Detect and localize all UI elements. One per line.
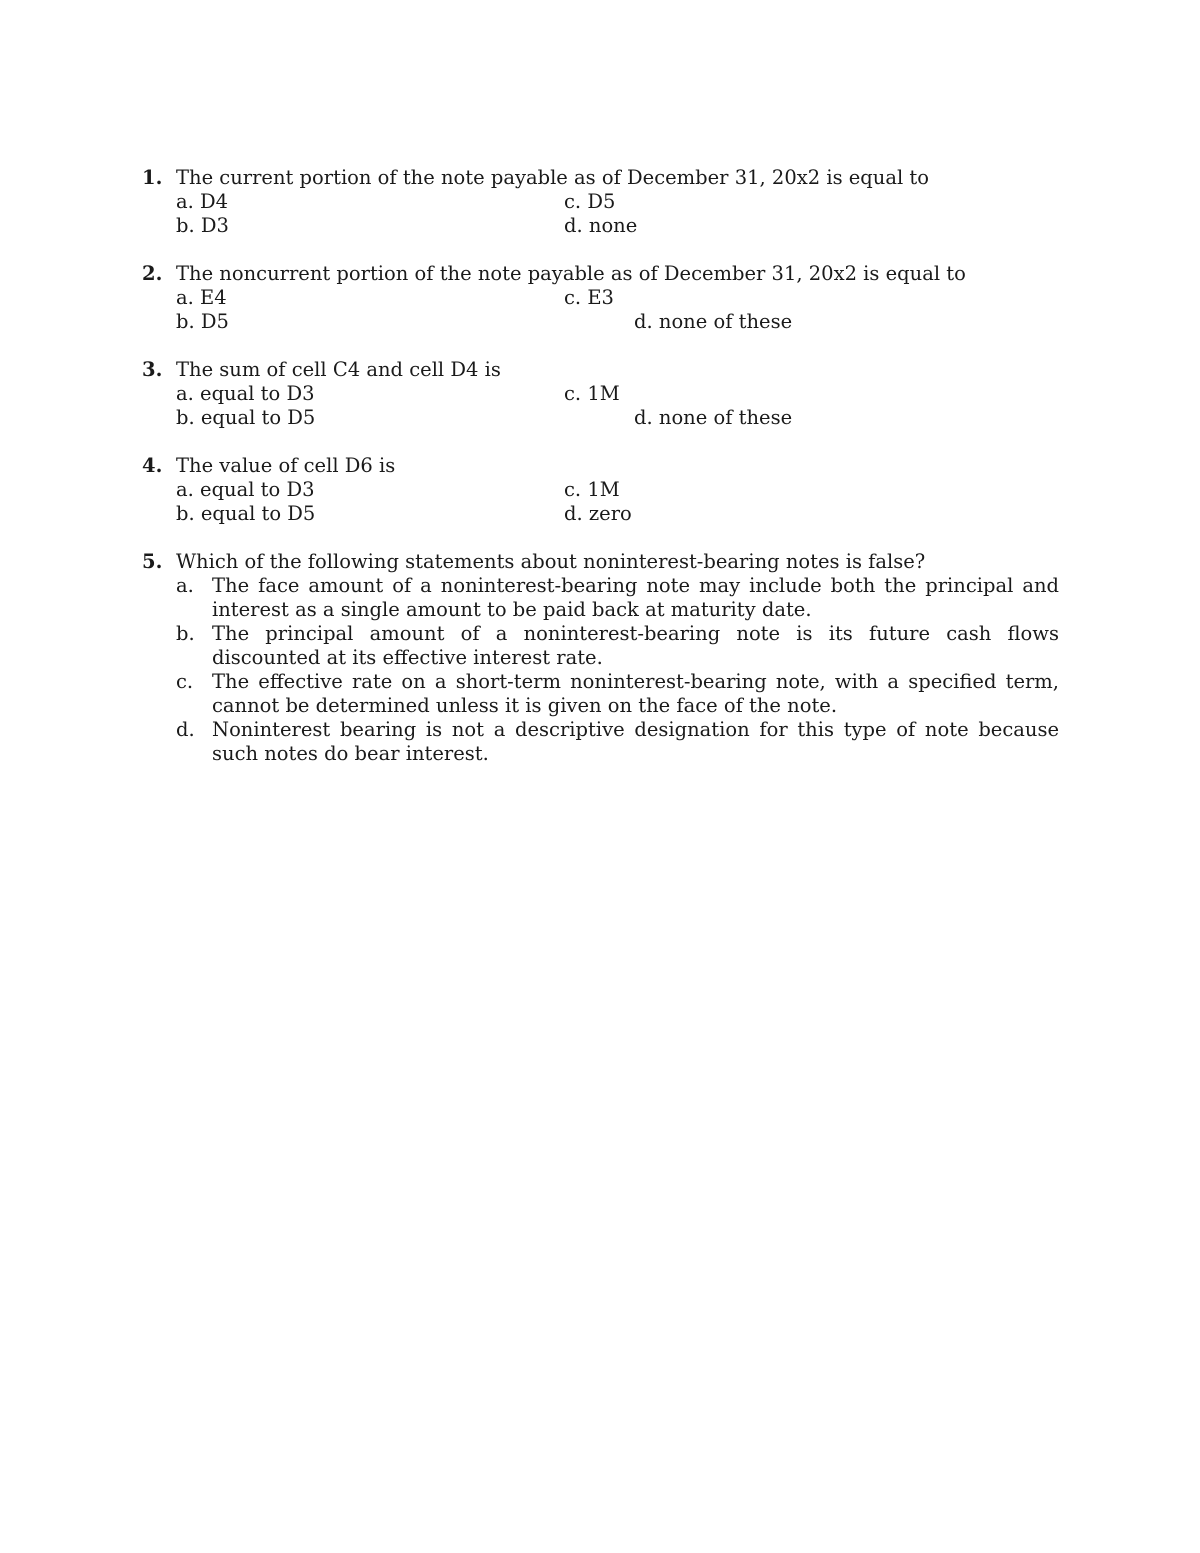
option-b: b. equal to D5 <box>176 502 316 525</box>
option-d: d. none of these <box>634 406 793 429</box>
option-c <box>176 670 1059 718</box>
question-stem: The sum of cell C4 and cell D4 is <box>176 358 501 381</box>
option-d: d. none of these <box>634 310 793 333</box>
option-c: c. 1M <box>564 382 620 405</box>
option-text: The face amount of a noninterest-bearing note may include both the principal and interest as a single amount to be paid back at maturity date. <box>212 574 1059 621</box>
option-letter: d. <box>176 718 195 741</box>
question-number: 1. <box>142 166 163 189</box>
question-4 <box>142 454 1062 526</box>
question-number: 4. <box>142 454 163 477</box>
question-5 <box>142 550 1062 766</box>
option-b <box>176 622 1059 670</box>
question-3 <box>142 358 1062 430</box>
question-1 <box>142 166 1062 238</box>
question-number: 2. <box>142 262 163 285</box>
option-b: b. D3 <box>176 214 229 237</box>
option-c: c. E3 <box>564 286 614 309</box>
option-letter: a. <box>176 574 194 597</box>
option-a: a. equal to D3 <box>176 382 315 405</box>
option-list <box>142 574 1062 766</box>
option-letter: b. <box>176 622 195 645</box>
option-d: d. zero <box>564 502 632 525</box>
question-stem: The current portion of the note payable as of December 31, 20x2 is equal to <box>176 166 929 189</box>
option-b: b. D5 <box>176 310 229 333</box>
option-b: b. equal to D5 <box>176 406 316 429</box>
option-text: The principal amount of a noninterest-bearing note is its future cash flows discounted at its effective interest rate. <box>212 622 1059 669</box>
question-stem: Which of the following statements about noninterest-bearing notes is false? <box>176 550 926 573</box>
option-text: Noninterest bearing is not a descriptive designation for this type of note because such notes do bear interest. <box>212 718 1059 765</box>
option-text: The effective rate on a short-term noninterest-bearing note, with a specified term, cannot be determined unless it is given on the face of the note. <box>212 670 1059 717</box>
option-letter: c. <box>176 670 194 693</box>
question-number: 5. <box>142 550 163 573</box>
option-a: a. equal to D3 <box>176 478 315 501</box>
option-c: c. 1M <box>564 478 620 501</box>
option-d <box>176 718 1059 766</box>
question-stem: The value of cell D6 is <box>176 454 396 477</box>
option-c: c. D5 <box>564 190 616 213</box>
question-stem: The noncurrent portion of the note payable as of December 31, 20x2 is equal to <box>176 262 966 285</box>
option-a <box>176 574 1059 622</box>
option-a: a. E4 <box>176 286 227 309</box>
option-a: a. D4 <box>176 190 229 213</box>
question-number: 3. <box>142 358 163 381</box>
option-d: d. none <box>564 214 638 237</box>
question-2 <box>142 262 1062 334</box>
